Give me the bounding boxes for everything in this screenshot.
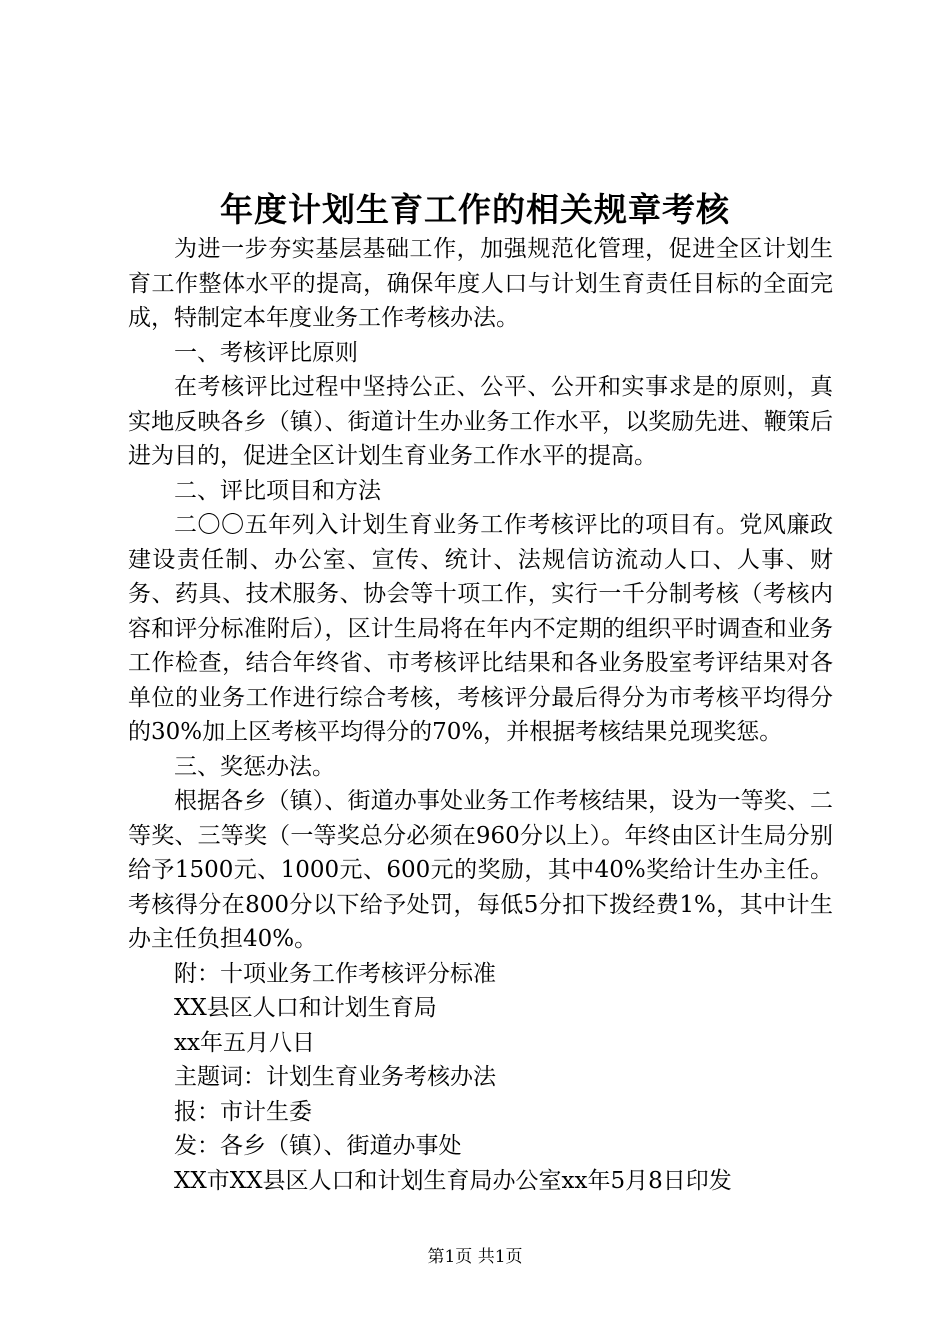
section-heading-principles: 一、考核评比原则 xyxy=(174,339,358,366)
page-number: 第1页 共1页 xyxy=(427,1247,523,1267)
principles-paragraph: 在考核评比过程中坚持公正、公平、公开和实事求是的原则，真实地反映各乡（镇）、街道计生办业务工作水平，以奖励先进、鞭策后进为目的，促进全区计划生育业务工作水平的提高。 xyxy=(128,374,833,469)
report-to-line: 报：市计生委 xyxy=(174,1098,312,1125)
date-line: xx年五月八日 xyxy=(174,1029,315,1056)
distribution-line: 发：各乡（镇）、街道办事处 xyxy=(174,1133,462,1159)
section-heading-rewards: 三、奖惩办法。 xyxy=(174,753,335,780)
issuer-line: XX县区人口和计划生育局 xyxy=(174,995,437,1021)
intro-paragraph: 为进一步夯实基层基础工作，加强规范化管理，促进全区计划生育工作整体水平的提高，确保年度人口与计划生育责任目标的全面完成，特制定本年度业务工作考核办法。 xyxy=(128,236,833,331)
keywords-line: 主题词：计划生育业务考核办法 xyxy=(174,1064,496,1090)
document-title: 年度计划生育工作的相关规章考核 xyxy=(220,190,730,229)
print-issue-line: XX市XX县区人口和计划生育局办公室xx年5月8日印发 xyxy=(174,1167,732,1194)
section-heading-items-methods: 二、评比项目和方法 xyxy=(174,477,381,504)
rewards-paragraph: 根据各乡（镇）、街道办事处业务工作考核结果，设为一等奖、二等奖、三等奖（一等奖总分必须在960分以上）。年终由区计生局分别给予1500元、1000元、600元的奖励，其中40%奖给计生办主任。考核得分在800分以下给予处罚，每低5分扣下拨经费1%，其中计生办主任负担40%。 xyxy=(128,788,833,952)
items-methods-paragraph: 二〇〇五年列入计划生育业务工作考核评比的项目有。党风廉政建设责任制、办公室、宣传、统计、法规信访流动人口、人事、财务、药具、技术服务、协会等十项工作，实行一千分制考核（考核内容和评分标准附后），区计生局将在年内不定期的组织平时调查和业务工作检查，结合年终省、市考核评比结果和各业务股室考评结果对各单位的业务工作进行综合考核，考核评分最后得分为市考核平均得分的30%加上区考核平均得分的70%，并根据考核结果兑现奖惩。 xyxy=(128,512,833,745)
document-body xyxy=(128,232,833,1198)
attachment-line: 附：十项业务工作考核评分标准 xyxy=(174,960,496,987)
